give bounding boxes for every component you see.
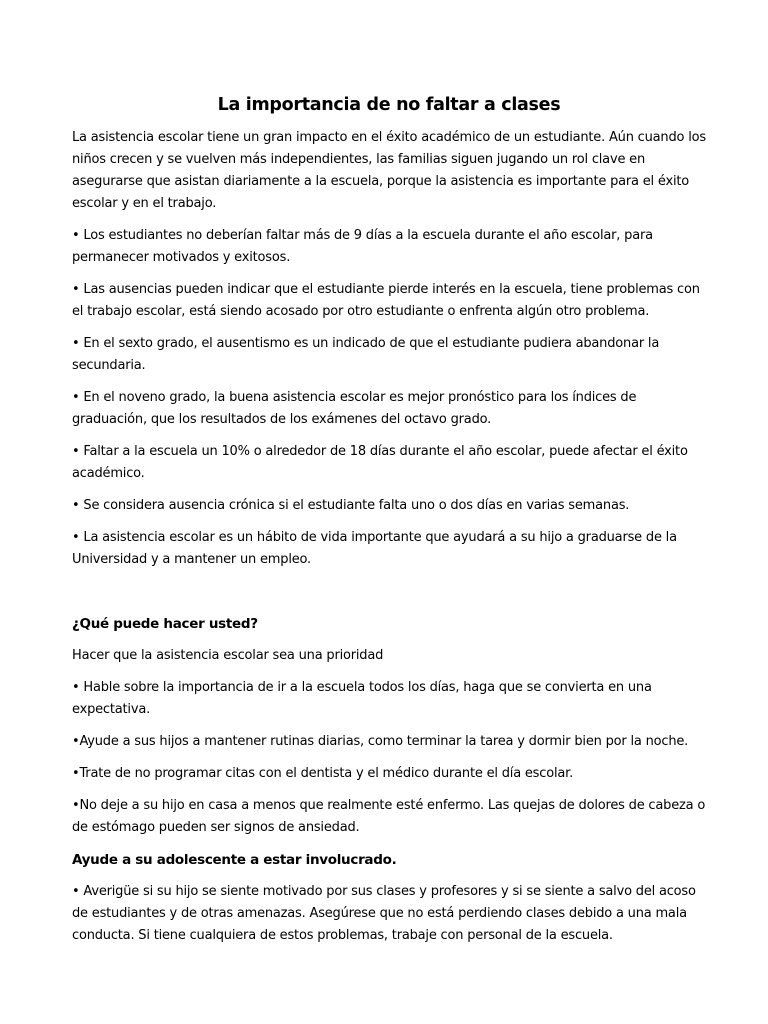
fact-item: • En el sexto grado, el ausentismo es un indicado de que el estudiante pudiera abandonar la secundaria. — [72, 336, 660, 373]
what-can-you-do-heading: ¿Qué puede hacer usted? — [72, 616, 258, 632]
fact-item: • Las ausencias pueden indicar que el estudiante pierde interés en la escuela, tiene problemas con el trabajo escolar, está siendo acosado por otro estudiante o enfrenta algún otro problema. — [72, 282, 700, 319]
tip-item: • Hable sobre la importancia de ir a la escuela todos los días, haga que se convierta en una expectativa. — [72, 680, 652, 717]
tip-item: •Ayude a sus hijos a mantener rutinas diarias, como terminar la tarea y dormir bien por la noche. — [72, 734, 689, 749]
priority-lead: Hacer que la asistencia escolar sea una prioridad — [72, 648, 384, 663]
tip-item: •Trate de no programar citas con el dentista y el médico durante el día escolar. — [72, 766, 574, 781]
teen-involvement-heading: Ayude a su adolescente a estar involucrado. — [72, 852, 397, 868]
fact-item: • En el noveno grado, la buena asistencia escolar es mejor pronóstico para los índices de graduación, que los resultados de los exámenes del octavo grado. — [72, 390, 637, 427]
fact-item: • Los estudiantes no deberían faltar más de 9 días a la escuela durante el año escolar, para permanecer motivados y exitosos. — [72, 228, 653, 265]
section-spacer — [72, 581, 706, 613]
intro-paragraph: La asistencia escolar tiene un gran impacto en el éxito académico de un estudiante. Aún cuando los niños crecen y se vuelven más independientes, las familias siguen jugando un rol clave en asegurarse que asistan diariamente a la escuela, porque la asistencia es importante para el éxito escolar y en el trabajo. — [72, 130, 706, 211]
fact-item: • La asistencia escolar es un hábito de vida importante que ayudará a su hijo a graduarse de la Universidad y a mantener un empleo. — [72, 530, 677, 567]
tip-item: •No deje a su hijo en casa a menos que realmente esté enfermo. Las quejas de dolores de cabeza o de estómago pueden ser signos de ansiedad. — [72, 798, 706, 835]
fact-item: • Se considera ausencia crónica si el estudiante falta uno o dos días en varias semanas. — [72, 498, 630, 513]
document-title: La importancia de no faltar a clases — [217, 95, 561, 115]
fact-item: • Faltar a la escuela un 10% o alrededor de 18 días durante el año escolar, puede afectar el éxito académico. — [72, 444, 688, 481]
teen-tip-item: • Averigüe si su hijo se siente motivado por sus clases y profesores y si se siente a salvo del acoso de estudiantes y de otras amenazas. Asegúrese que no está perdiendo clases debido a una mala conducta. Si tiene cualquiera de estos problemas, trabaje con personal de la escuela. — [72, 884, 696, 943]
